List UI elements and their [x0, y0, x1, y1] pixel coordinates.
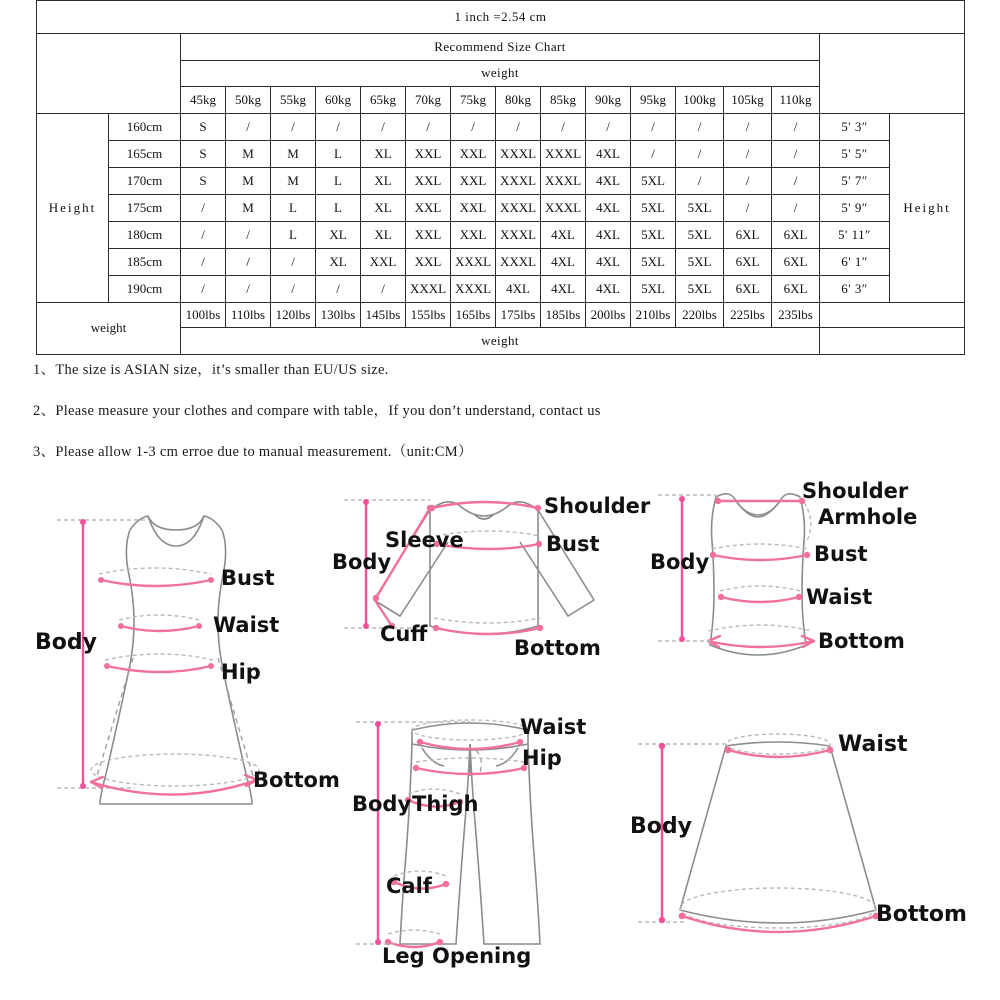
skirt-label-bottom: Bottom — [876, 902, 967, 927]
size-cell: / — [724, 168, 772, 195]
size-cell: / — [226, 114, 271, 141]
dress-label-body: Body — [35, 630, 97, 655]
kg-column-header: 95kg — [631, 87, 676, 114]
height-ft-cell: 6' 1″ — [820, 249, 890, 276]
height-ft-cell: 5' 5″ — [820, 141, 890, 168]
size-cell: 4XL — [541, 276, 586, 303]
pants-label-hip: Hip — [522, 746, 562, 770]
tank-label-bust: Bust — [814, 542, 868, 566]
size-cell: XXL — [451, 168, 496, 195]
size-cell: / — [181, 195, 226, 222]
size-cell: 4XL — [586, 222, 631, 249]
size-cell: XXXL — [451, 249, 496, 276]
top-label-bust: Bust — [546, 532, 600, 556]
lbs-column-header: 130lbs — [316, 303, 361, 328]
size-cell: / — [631, 114, 676, 141]
size-cell: 6XL — [772, 222, 820, 249]
size-cell: 5XL — [676, 249, 724, 276]
height-ft-cell: 5' 3″ — [820, 114, 890, 141]
height-ft-cell: 5' 7″ — [820, 168, 890, 195]
table-row — [37, 114, 965, 141]
size-cell: / — [586, 114, 631, 141]
footer-right-blank — [820, 328, 965, 355]
size-cell: 6XL — [724, 222, 772, 249]
size-cell: M — [226, 195, 271, 222]
lbs-column-header: 220lbs — [676, 303, 724, 328]
size-cell: 6XL — [724, 276, 772, 303]
dress-label-hip: Hip — [221, 660, 261, 684]
table-row-conversion — [37, 1, 965, 34]
height-label-right: Height — [890, 114, 965, 303]
recommend-size-chart-table — [36, 0, 965, 355]
size-chart-container — [36, 0, 964, 355]
size-cell: XXXL — [406, 276, 451, 303]
lbs-column-header: 210lbs — [631, 303, 676, 328]
size-cell: 4XL — [586, 249, 631, 276]
weight-footer-label: weight — [181, 328, 820, 355]
dress-measurement-diagram — [35, 480, 355, 810]
size-cell: / — [361, 276, 406, 303]
height-cm-cell: 180cm — [109, 222, 181, 249]
note-line-2: 2、Please measure your clothes and compare with table，If you don’t understand, contact us — [33, 403, 601, 419]
pants-label-calf: Calf — [386, 874, 432, 898]
size-cell: M — [226, 168, 271, 195]
size-cell: / — [496, 114, 541, 141]
size-cell: / — [226, 276, 271, 303]
size-cell: XXL — [406, 195, 451, 222]
pants-measurement-diagram — [350, 700, 650, 975]
size-cell: / — [772, 168, 820, 195]
size-cell: / — [316, 114, 361, 141]
size-cell: / — [181, 276, 226, 303]
table-row — [37, 222, 965, 249]
size-cell: / — [772, 195, 820, 222]
kg-column-header: 75kg — [451, 87, 496, 114]
size-cell: / — [724, 141, 772, 168]
pants-label-leg-opening: Leg Opening — [382, 944, 532, 968]
note-line-3: 3、Please allow 1-3 cm erroe due to manual measurement.（unit:CM） — [33, 444, 473, 460]
top-label-cuff: Cuff — [380, 622, 428, 646]
size-cell: / — [676, 114, 724, 141]
size-cell: / — [316, 276, 361, 303]
size-cell: 4XL — [586, 141, 631, 168]
lbs-column-header: 155lbs — [406, 303, 451, 328]
size-cell: XXXL — [496, 222, 541, 249]
pants-illustration — [350, 700, 650, 975]
skirt-label-waist: Waist — [838, 732, 908, 757]
size-cell: XXL — [451, 195, 496, 222]
size-cell: 5XL — [676, 276, 724, 303]
size-cell: 5XL — [631, 222, 676, 249]
size-cell: XXL — [451, 141, 496, 168]
size-cell: XL — [361, 195, 406, 222]
tank-label-bottom: Bottom — [818, 629, 905, 653]
table-row — [37, 168, 965, 195]
kg-column-header: 80kg — [496, 87, 541, 114]
height-ft-cell: 5' 9″ — [820, 195, 890, 222]
top-label-sleeve: Sleeve — [385, 528, 464, 552]
size-cell: 4XL — [586, 276, 631, 303]
lbs-column-header: 145lbs — [361, 303, 406, 328]
size-cell: L — [271, 222, 316, 249]
skirt-label-body: Body — [630, 814, 692, 839]
size-cell: / — [271, 114, 316, 141]
note-line-1: 1、The size is ASIAN size，it’s smaller than EU/US size. — [33, 362, 389, 378]
kg-column-header: 50kg — [226, 87, 271, 114]
tank-label-body: Body — [650, 550, 710, 574]
size-cell: / — [181, 249, 226, 276]
size-cell: S — [181, 141, 226, 168]
height-label-left: Height — [37, 114, 109, 303]
size-cell: 6XL — [772, 249, 820, 276]
top-measurement-diagram — [330, 470, 660, 680]
height-ft-cell: 6' 3″ — [820, 276, 890, 303]
height-cm-cell: 160cm — [109, 114, 181, 141]
table-row — [37, 276, 965, 303]
size-cell: 4XL — [586, 168, 631, 195]
table-row-lbs-columns — [37, 303, 965, 328]
size-cell: XXL — [406, 168, 451, 195]
kg-column-header: 110kg — [772, 87, 820, 114]
lbs-column-header: 175lbs — [496, 303, 541, 328]
kg-column-header: 105kg — [724, 87, 772, 114]
size-cell: / — [271, 249, 316, 276]
table-row — [37, 141, 965, 168]
kg-column-header: 55kg — [271, 87, 316, 114]
size-cell: / — [676, 141, 724, 168]
table-row — [37, 249, 965, 276]
top-label-bottom: Bottom — [514, 636, 601, 660]
size-cell: 4XL — [496, 276, 541, 303]
dress-label-waist: Waist — [213, 613, 280, 637]
pants-label-waist: Waist — [520, 715, 587, 739]
size-cell: XXL — [406, 141, 451, 168]
tank-label-shoulder: Shoulder — [802, 479, 909, 503]
size-cell: S — [181, 114, 226, 141]
size-cell: / — [361, 114, 406, 141]
kg-column-header: 60kg — [316, 87, 361, 114]
weight-label-cell-left — [37, 303, 181, 355]
size-cell: 6XL — [772, 276, 820, 303]
kg-column-header: 65kg — [361, 87, 406, 114]
size-cell: / — [772, 141, 820, 168]
header-right-blank — [820, 34, 965, 114]
size-cell: 5XL — [676, 222, 724, 249]
height-cm-cell: 170cm — [109, 168, 181, 195]
pants-label-body: Body — [352, 792, 412, 816]
kg-column-header: 100kg — [676, 87, 724, 114]
height-cm-cell: 175cm — [109, 195, 181, 222]
size-cell: / — [541, 114, 586, 141]
tank-label-armhole: Armhole — [818, 505, 918, 529]
size-cell: / — [724, 195, 772, 222]
kg-column-header: 90kg — [586, 87, 631, 114]
size-cell: M — [226, 141, 271, 168]
size-cell: 4XL — [586, 195, 631, 222]
inch-cm-conversion-note: 1 inch =2.54 cm — [37, 1, 965, 34]
kg-column-header: 85kg — [541, 87, 586, 114]
height-ft-cell: 5' 11″ — [820, 222, 890, 249]
size-cell: 5XL — [631, 168, 676, 195]
pants-label-thigh: Thigh — [412, 792, 479, 816]
size-cell: XXXL — [496, 195, 541, 222]
size-cell: XXL — [406, 222, 451, 249]
size-cell: XL — [361, 168, 406, 195]
lbs-column-header: 225lbs — [724, 303, 772, 328]
size-cell: 4XL — [541, 249, 586, 276]
lbs-column-header: 165lbs — [451, 303, 496, 328]
size-cell: M — [271, 141, 316, 168]
top-label-shoulder: Shoulder — [544, 494, 651, 518]
height-cm-cell: 185cm — [109, 249, 181, 276]
size-cell: 5XL — [631, 195, 676, 222]
size-cell: XXXL — [496, 141, 541, 168]
size-cell: XXL — [361, 249, 406, 276]
lbs-row-right-blank — [820, 303, 965, 328]
size-cell: / — [226, 222, 271, 249]
size-cell: / — [271, 276, 316, 303]
size-cell: / — [226, 249, 271, 276]
size-cell: L — [271, 195, 316, 222]
size-cell: XXL — [406, 249, 451, 276]
size-cell: L — [316, 141, 361, 168]
skirt-measurement-diagram — [630, 710, 980, 960]
main-header-title: Recommend Size Chart — [181, 34, 820, 61]
size-cell: XXXL — [451, 276, 496, 303]
size-cell: 5XL — [631, 276, 676, 303]
size-cell: XL — [361, 222, 406, 249]
size-cell: 5XL — [676, 195, 724, 222]
size-cell: XXXL — [496, 168, 541, 195]
size-cell: XXL — [451, 222, 496, 249]
size-cell: XXXL — [541, 195, 586, 222]
size-cell: XXXL — [496, 249, 541, 276]
tank-label-waist: Waist — [806, 585, 873, 609]
size-cell: / — [181, 222, 226, 249]
size-cell: XL — [316, 249, 361, 276]
size-cell: / — [724, 114, 772, 141]
lbs-column-header: 185lbs — [541, 303, 586, 328]
lbs-column-header: 200lbs — [586, 303, 631, 328]
size-cell: / — [451, 114, 496, 141]
size-cell: / — [772, 114, 820, 141]
weight-label-left: weight — [90, 320, 127, 336]
top-label-body: Body — [332, 550, 392, 574]
size-cell: / — [406, 114, 451, 141]
lbs-column-header: 120lbs — [271, 303, 316, 328]
size-cell: M — [271, 168, 316, 195]
size-cell: S — [181, 168, 226, 195]
size-cell: XL — [316, 222, 361, 249]
size-cell: L — [316, 168, 361, 195]
kg-column-header: 45kg — [181, 87, 226, 114]
table-row — [37, 195, 965, 222]
table-row-main-header — [37, 34, 965, 61]
size-cell: L — [316, 195, 361, 222]
lbs-column-header: 100lbs — [181, 303, 226, 328]
size-cell: 4XL — [541, 222, 586, 249]
size-cell: 5XL — [631, 249, 676, 276]
height-cm-cell: 165cm — [109, 141, 181, 168]
size-cell: XXXL — [541, 141, 586, 168]
size-cell: 6XL — [724, 249, 772, 276]
size-cell: XL — [361, 141, 406, 168]
lbs-column-header: 235lbs — [772, 303, 820, 328]
dress-label-bottom: Bottom — [253, 768, 340, 792]
height-cm-cell: 190cm — [109, 276, 181, 303]
lbs-column-header: 110lbs — [226, 303, 271, 328]
weight-header-label: weight — [181, 61, 820, 87]
dress-label-bust: Bust — [221, 566, 275, 590]
size-cell: / — [676, 168, 724, 195]
size-cell: / — [631, 141, 676, 168]
measurement-diagrams — [0, 460, 1000, 1000]
size-cell: XXXL — [541, 168, 586, 195]
header-corner-blank — [37, 34, 181, 114]
tank-measurement-diagram — [650, 465, 990, 680]
kg-column-header: 70kg — [406, 87, 451, 114]
